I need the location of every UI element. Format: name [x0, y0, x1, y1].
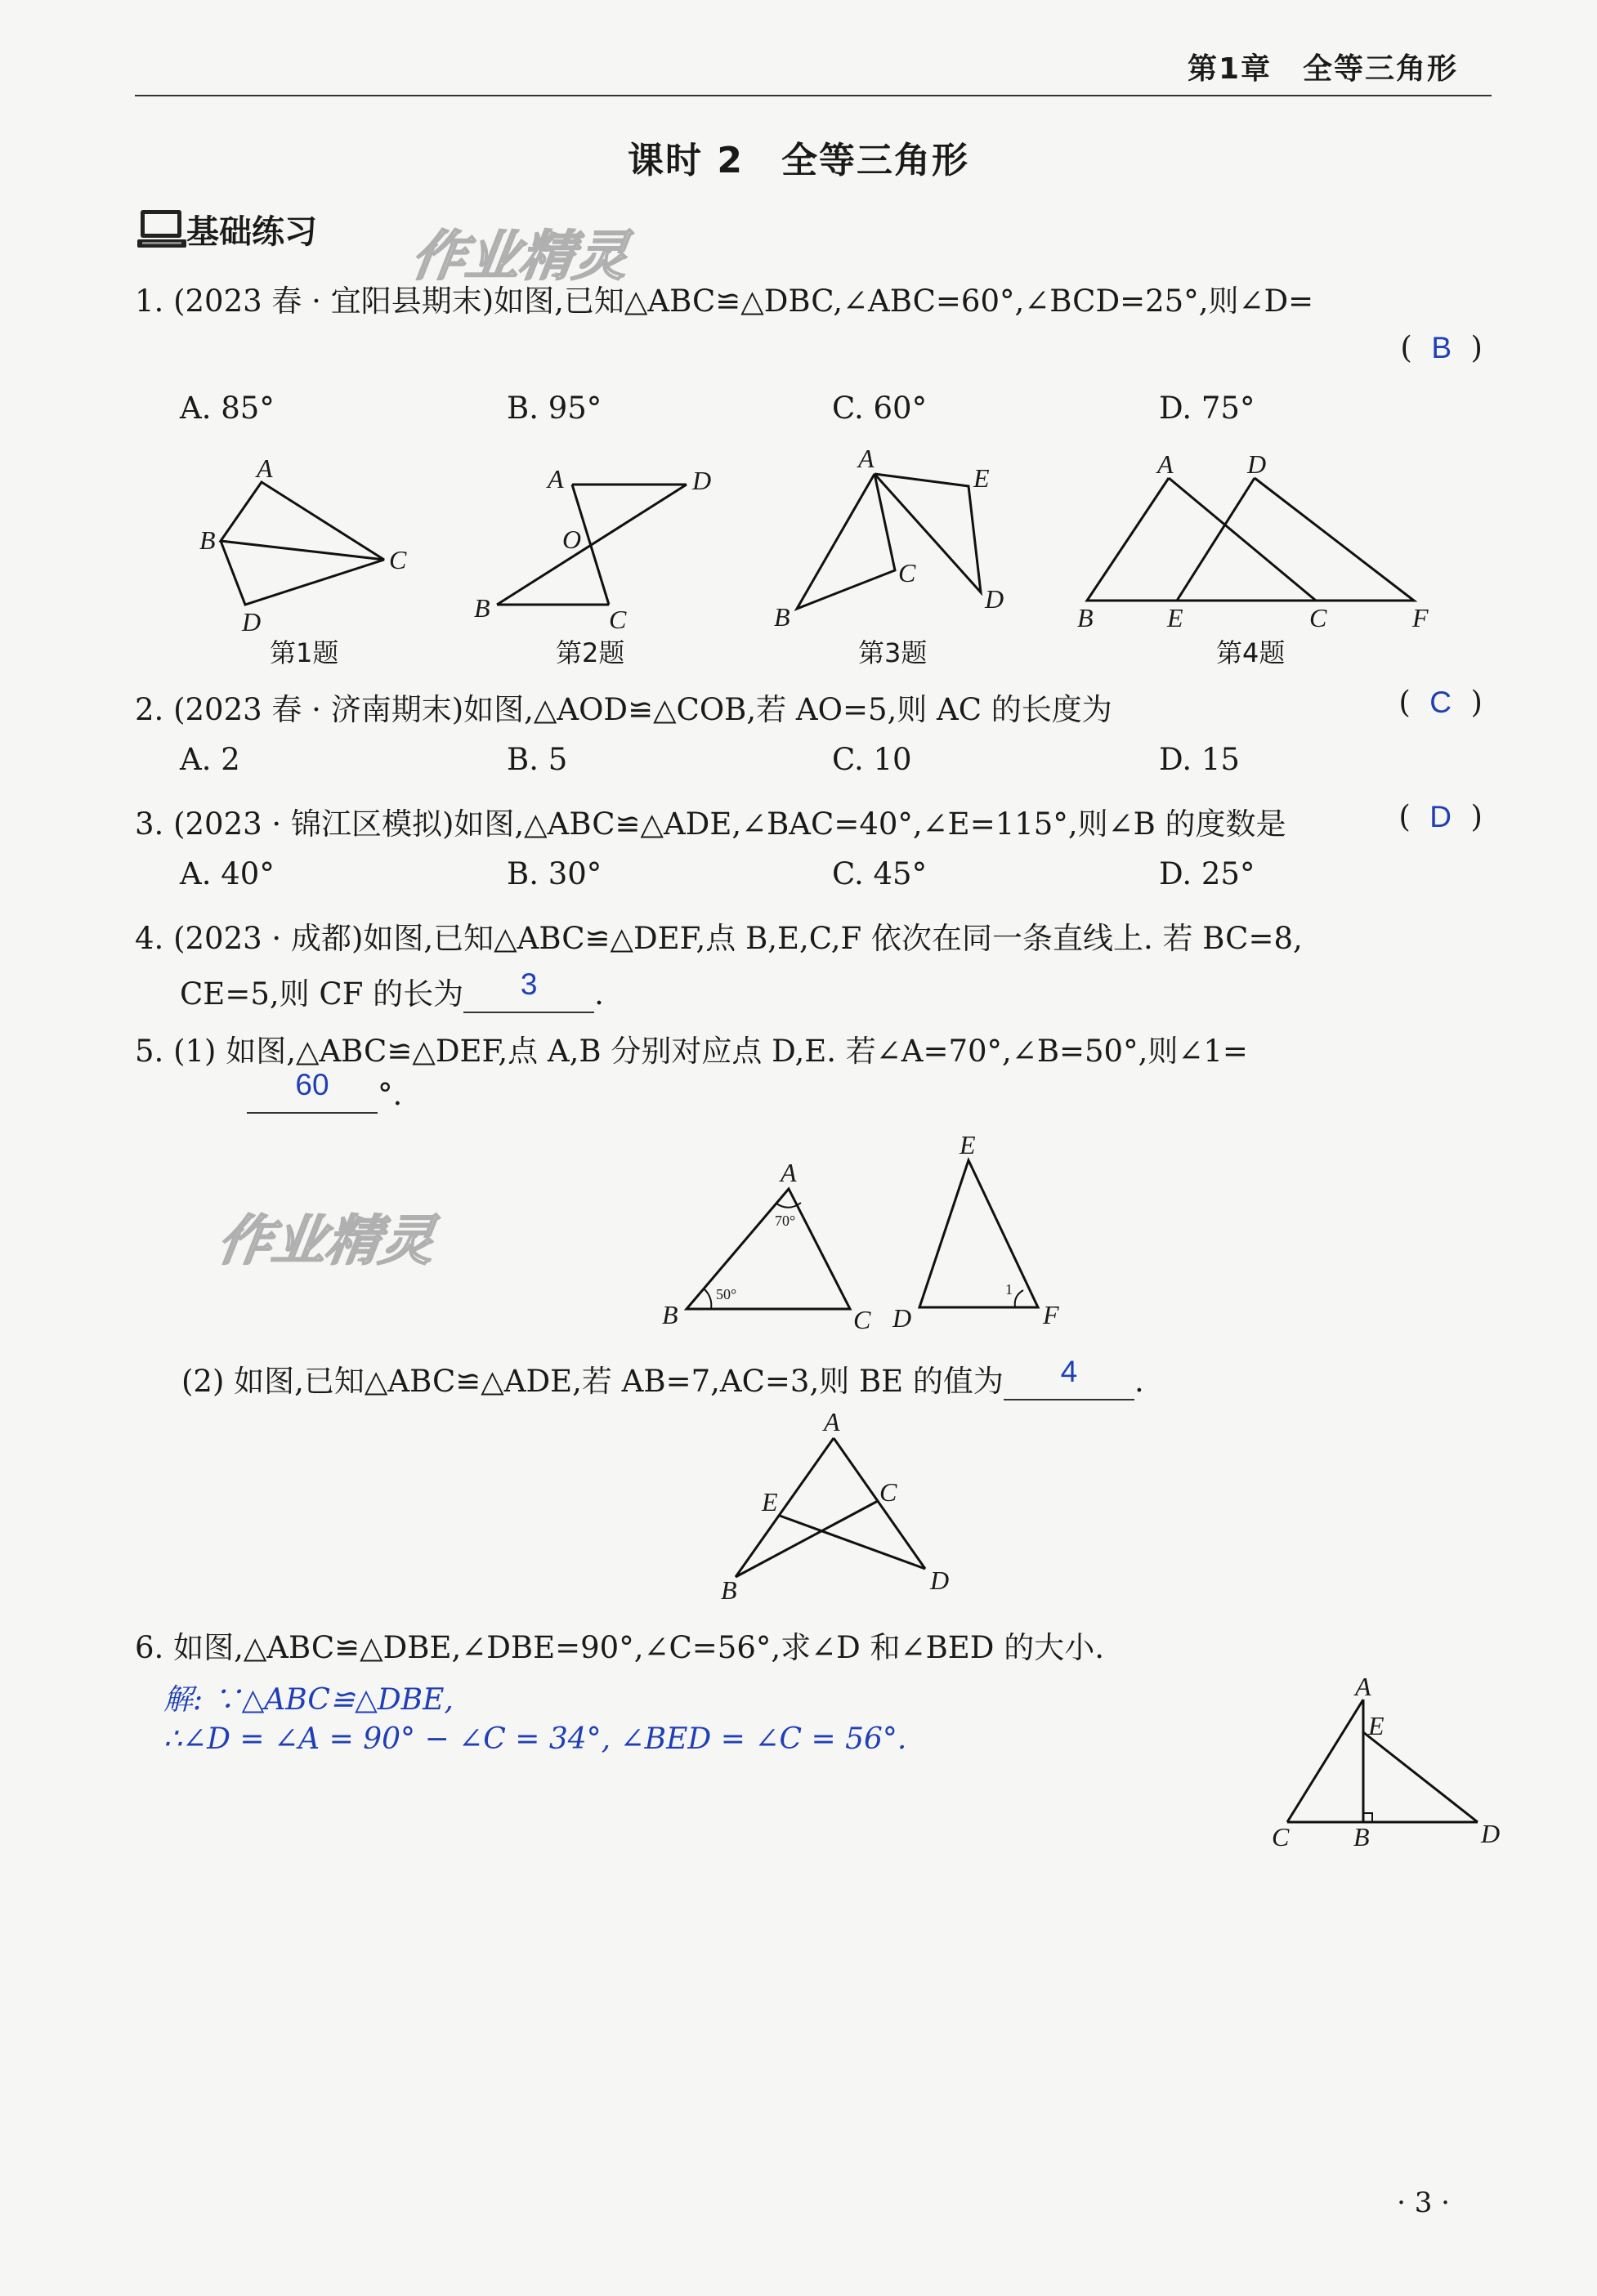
- fig5b-label-c: C: [879, 1477, 897, 1507]
- fig5b-label-a: A: [824, 1407, 840, 1436]
- q5-2-answer-blank: [1004, 1355, 1134, 1400]
- question-5-part1-line2: [247, 1068, 403, 1114]
- q4-prompt: CE=5,则 CF 的长为: [180, 976, 464, 1012]
- chapter-header: 第1章 全等三角形: [1187, 52, 1458, 86]
- figure-4: [1062, 445, 1455, 641]
- fig2-label-c: C: [609, 605, 627, 634]
- q4-answer: 3: [520, 967, 538, 1001]
- fig4-label-f: F: [1412, 603, 1429, 632]
- header-divider: [135, 95, 1492, 96]
- figure-6: [1259, 1671, 1512, 1859]
- q2-option-a: A. 2: [180, 742, 240, 777]
- q1-option-b: B. 95°: [507, 391, 602, 426]
- fig4-label-a: A: [1157, 449, 1174, 479]
- fig3-label-e: E: [973, 463, 990, 493]
- answer-choice: B: [1431, 331, 1452, 364]
- q2-option-c: C. 10: [832, 742, 912, 777]
- question-4-line1: 4. (2023 · 成都)如图,已知△ABC≌△DEF,点 B,E,C,F 依次在同一条直线上. 若 BC=8,: [135, 921, 1303, 956]
- q1-option-d: D. 75°: [1159, 391, 1255, 426]
- answer-choice: C: [1429, 686, 1452, 719]
- fig6-label-d: D: [1481, 1819, 1501, 1848]
- fig5a-angle-a: 70°: [775, 1213, 796, 1229]
- question-1-answer: ( B ): [1400, 330, 1483, 365]
- q3-option-c: C. 45°: [832, 856, 928, 891]
- question-2-text: 2. (2023 春 · 济南期末)如图,△AOD≌△COB,若 AO=5,则 AC 的长度为: [135, 692, 1112, 727]
- fig1-label-c: C: [389, 545, 407, 574]
- figure-2: [466, 453, 736, 641]
- answer-choice: D: [1429, 800, 1452, 833]
- fig3-label-d: D: [985, 584, 1004, 614]
- fig5b-label-b: B: [721, 1575, 737, 1605]
- fig1-label-b: B: [199, 525, 216, 555]
- fig5a-angle-1: 1: [1005, 1281, 1013, 1298]
- q1-option-a: A. 85°: [180, 391, 275, 426]
- question-1-text: 1. (2023 春 · 宜阳县期末)如图,已知△ABC≌△DBC,∠ABC=60°,∠BCD=25°,则∠D=: [135, 284, 1314, 319]
- q5-2-answer: 4: [1060, 1355, 1078, 1388]
- question-3-text: 3. (2023 · 锦江区模拟)如图,△ABC≌△ADE,∠BAC=40°,∠E=115°,则∠B 的度数是: [135, 806, 1286, 842]
- figure-5a: [654, 1128, 1079, 1340]
- q5-1-answer: 60: [295, 1068, 329, 1101]
- fig2-label-b: B: [474, 593, 490, 623]
- q3-option-d: D. 25°: [1159, 856, 1255, 891]
- question-3-answer: ( D ): [1398, 799, 1483, 834]
- fig2-label-d: D: [692, 466, 712, 495]
- fig5b-label-d: D: [930, 1566, 950, 1595]
- fig3-label-c: C: [898, 558, 916, 587]
- fig6-label-b: B: [1353, 1822, 1370, 1852]
- fig3-label-a: A: [858, 444, 875, 473]
- fig4-label-e: E: [1167, 603, 1183, 632]
- q5-1-answer-blank: [247, 1068, 378, 1114]
- fig5a-label-d: D: [892, 1303, 912, 1333]
- section-heading: [137, 206, 317, 252]
- figure-2-caption: 第2题: [556, 637, 625, 668]
- q3-option-a: A. 40°: [180, 856, 275, 891]
- page-number: · 3 ·: [1397, 2187, 1450, 2219]
- fig4-label-c: C: [1309, 603, 1327, 632]
- watermark-1: 作业精灵: [407, 225, 633, 288]
- fig1-label-a: A: [257, 453, 273, 483]
- solution-line-1: 解: ∵△ABC≌△DBE,: [163, 1683, 454, 1717]
- fig6-label-a: A: [1355, 1672, 1371, 1701]
- section-label: 基础练习: [186, 213, 317, 251]
- question-5-part2: [181, 1356, 1144, 1400]
- fig4-label-d: D: [1247, 449, 1267, 479]
- q4-period: .: [594, 976, 604, 1012]
- watermark-2: 作业精灵: [213, 1209, 439, 1272]
- fig2-label-o: O: [562, 525, 582, 554]
- fig5b-label-e: E: [762, 1487, 778, 1517]
- fig5a-label-e: E: [960, 1130, 976, 1159]
- fig5a-angle-b: 50°: [716, 1286, 737, 1302]
- fig2-label-a: A: [548, 464, 564, 494]
- solution-line-2: ∴∠D = ∠A = 90° − ∠C = 34°, ∠BED = ∠C = 56°.: [163, 1722, 907, 1756]
- q4-answer-blank: [463, 967, 594, 1013]
- fig4-label-b: B: [1077, 603, 1094, 632]
- q5-2-prompt: (2) 如图,已知△ABC≌△ADE,若 AB=7,AC=3,则 BE 的值为: [181, 1364, 1004, 1399]
- q5-1-suffix: °.: [378, 1077, 403, 1112]
- figure-3-caption: 第3题: [858, 637, 928, 668]
- fig6-label-e: E: [1368, 1711, 1385, 1740]
- fig5a-label-b: B: [662, 1300, 678, 1329]
- fig1-label-d: D: [242, 607, 262, 637]
- fig5a-label-c: C: [853, 1305, 871, 1334]
- figure-5b: [703, 1401, 964, 1606]
- fig5a-label-a: A: [781, 1158, 797, 1187]
- question-4-line2: [180, 969, 604, 1013]
- q3-option-b: B. 30°: [507, 856, 602, 891]
- q1-option-c: C. 60°: [832, 391, 928, 426]
- q2-option-d: D. 15: [1159, 742, 1240, 777]
- fig3-label-b: B: [774, 602, 790, 632]
- figure-4-caption: 第4题: [1216, 637, 1286, 668]
- computer-icon: [137, 208, 186, 251]
- question-2-answer: ( C ): [1398, 685, 1483, 720]
- fig6-label-c: C: [1272, 1822, 1290, 1852]
- figure-3: [764, 441, 1034, 637]
- question-5-part1: 5. (1) 如图,△ABC≌△DEF,点 A,B 分别对应点 D,E. 若∠A=70°,∠B=50°,则∠1=: [135, 1034, 1248, 1069]
- q2-option-b: B. 5: [507, 742, 568, 777]
- figure-1: [188, 449, 433, 645]
- q5-2-period: .: [1134, 1364, 1144, 1399]
- question-6-text: 6. 如图,△ABC≌△DBE,∠DBE=90°,∠C=56°,求∠D 和∠BED 的大小.: [135, 1630, 1104, 1665]
- page-title: 课时 2 全等三角形: [628, 140, 969, 181]
- fig5a-label-f: F: [1043, 1300, 1059, 1329]
- figure-1-caption: 第1题: [270, 637, 339, 668]
